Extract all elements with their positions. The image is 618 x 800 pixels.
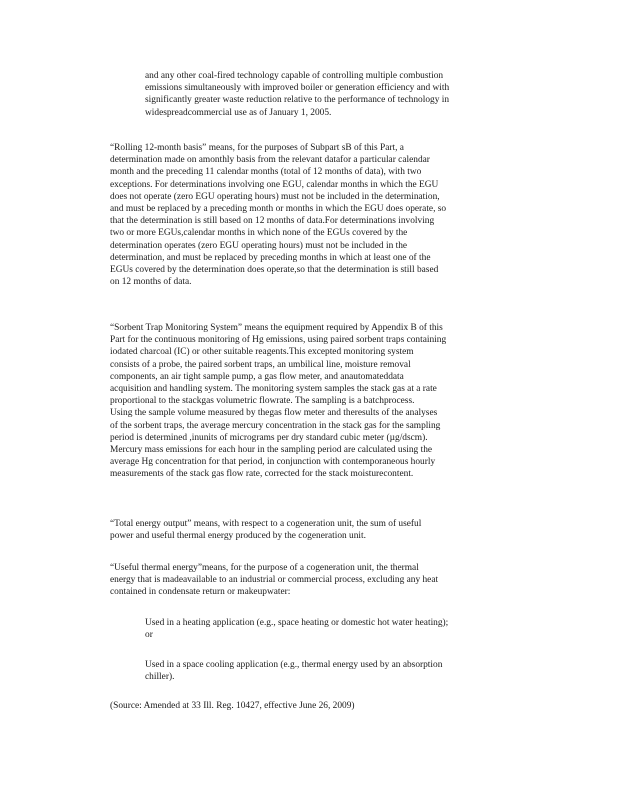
- text-line: determination, and must be replaced by preceding months in which at least one of the: [110, 252, 431, 263]
- definition-rolling-12-month: [110, 142, 537, 288]
- list-item-heating: [145, 617, 530, 641]
- text-line: determination operates (zero EGU operating hours) must not be included in the: [110, 240, 408, 251]
- text-line: Mercury mass emissions for each hour in the sampling period are calculated using the: [110, 445, 433, 456]
- text-line: Using the sample volume measured by thegas flow meter and theresults of the analyses: [110, 408, 438, 419]
- text-line: measurements of the stack gas flow rate, corrected for the stack moisturecontent.: [110, 469, 414, 480]
- text-line: chiller).: [145, 672, 175, 683]
- text-line: significantly greater waste reduction relative to the performance of technology in: [145, 95, 450, 106]
- text-line: does not operate (zero EGU operating hours) must not be included in the determination,: [110, 191, 440, 202]
- text-line: exceptions. For determinations involving one EGU, calendar months in which the EGU: [110, 179, 439, 190]
- text-line: month and the preceding 11 calendar months (total of 12 months of data), with two: [110, 167, 422, 178]
- text-line: EGUs covered by the determination does operate,so that the determination is still based: [110, 265, 439, 276]
- text-line: Used in a space cooling application (e.g., thermal energy used by an absorption: [145, 660, 443, 670]
- text-line: two or more EGUs,calendar months in which none of the EGUs covered by the: [110, 228, 408, 239]
- text-line: that the determination is still based on 12 months of data.For determinations involving: [110, 216, 435, 227]
- continuation-paragraph: [145, 70, 533, 119]
- text-line: emissions simultaneously with improved boiler or generation efficiency and with: [145, 83, 450, 94]
- text-line: “Total energy output” means, with respect to a cogeneration unit, the sum of useful: [110, 519, 422, 529]
- definition-useful-thermal-energy: [110, 562, 537, 599]
- text-line: power and useful thermal energy produced by the cogeneration unit.: [110, 531, 366, 542]
- text-line: and any other coal-fired technology capable of controlling multiple combustion: [145, 71, 444, 81]
- text-line: or: [145, 630, 153, 641]
- text-line: acquisition and handling system. The monitoring system samples the stack gas at a rate: [110, 384, 437, 395]
- text-line: iodated charcoal (IC) or other suitable reagents.This excepted monitoring system: [110, 347, 414, 358]
- text-line: contained in condensate return or makeupwater:: [110, 587, 291, 598]
- definition-total-energy-output: [110, 518, 537, 542]
- text-line: period is determined ,inunits of micrograms per dry standard cubic meter (µg/dscm).: [110, 432, 428, 443]
- definition-sorbent-trap: [110, 322, 537, 481]
- text-line: “Useful thermal energy”means, for the purpose of a cogeneration unit, the thermal: [110, 563, 419, 573]
- text-line: energy that is madeavailable to an industrial or commercial process, excluding any heat: [110, 575, 439, 586]
- text-line: widespreadcommercial use as of January 1, 2005.: [145, 107, 332, 118]
- text-line: and must be replaced by a preceding month or months in which the EGU does operate, so: [110, 204, 447, 215]
- text-line: proportional to the stackgas volumetric flowrate. The sampling is a batchprocess.: [110, 396, 415, 407]
- text-line: average Hg concentration for that period, in conjunction with contemporaneous hourly: [110, 457, 436, 468]
- text-line: determination made on amonthly basis from the relevant datafor a particular calendar: [110, 155, 430, 166]
- text-line: Used in a heating application (e.g., space heating or domestic hot water heating);: [145, 618, 449, 628]
- text-line: consists of a probe, the paired sorbent traps, an umbilical line, moisture removal: [110, 359, 411, 370]
- list-item-cooling: [145, 659, 530, 683]
- text-line: “Sorbent Trap Monitoring System” means the equipment required by Appendix B of this: [110, 323, 443, 333]
- text-line: of the sorbent traps, the average mercury concentration in the stack gas for the sampling: [110, 420, 441, 431]
- text-line: “Rolling 12-month basis” means, for the purposes of Subpart sB of this Part, a: [110, 143, 404, 153]
- text-line: components, an air tight sample pump, a gas flow meter, and anautomateddata: [110, 371, 404, 382]
- source-text: (Source: Amended at 33 Ill. Reg. 10427, effective June 26, 2009): [110, 701, 355, 711]
- text-line: Part for the continuous monitoring of Hg emissions, using paired sorbent traps containing: [110, 335, 447, 346]
- text-line: on 12 months of data.: [110, 277, 192, 288]
- source-note: [110, 700, 537, 712]
